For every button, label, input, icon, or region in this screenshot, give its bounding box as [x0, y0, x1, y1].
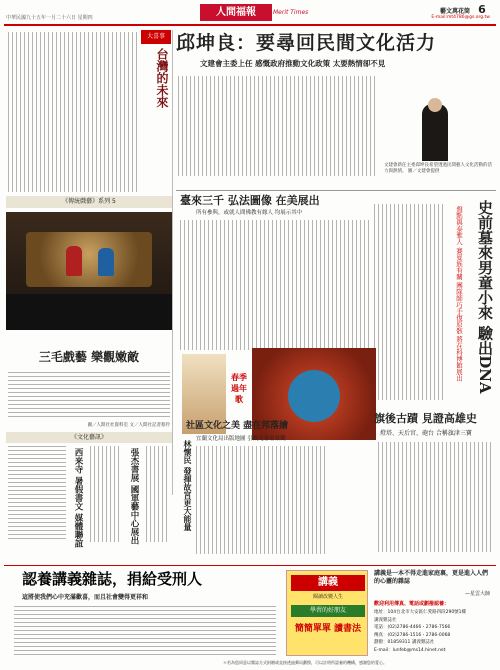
ad-contact-line: 地址：104台北市大安區仁愛路四段290號1樓 [374, 610, 467, 615]
right-vertical-body [374, 204, 444, 400]
culture-body-1 [8, 446, 66, 542]
ad-contact-line: E-mail：lunfeb@ms14.hinet.net [374, 647, 446, 653]
lead-photo-face [428, 98, 442, 112]
right-vertical-headline: 史前墓來男童小來 驗出DNA [476, 200, 494, 394]
section-email: E-mail:mt4786@gs.org.tw [431, 15, 490, 20]
community-subhead: 宜蘭文化局出版地圖 引觀光客看景觀 [196, 436, 286, 442]
lead-photo-caption: 文建會新任主委邱坤良希望透過民間藝人文化活動的活力與熱情。 圖／文建會提供 [384, 163, 492, 174]
ad-quote: 講義是一本不得走進家庭裏，更是進入人們的心靈的雜誌 [374, 570, 489, 585]
ad-book-cover [286, 570, 368, 656]
ad-contact-line: 傳真：(02)2786-1516・2786-0068 [374, 632, 451, 638]
vertical-small-a: 張杰書展 國軍藝中心展出 [129, 448, 139, 545]
masthead-rule [4, 24, 496, 26]
ad-contact-line: 劃撥：01859311 講義雜誌社 [374, 640, 435, 645]
lin-body [196, 446, 326, 554]
lead-photo [382, 96, 494, 161]
puppet-series-label: 《傳統戲藝》系列 5 [6, 196, 172, 208]
date-line: 中華民國九十五年一月二十六日 星期四 [6, 15, 93, 21]
puppet-figure-2 [98, 248, 114, 276]
ad-book-title: 講義 [291, 575, 365, 591]
ad-contact-lines [374, 609, 490, 657]
column-title: 台灣的未來 [155, 48, 169, 108]
ad-top-rule [4, 565, 496, 566]
temple-headline: 旗後古蹟 見證高雄史 [374, 412, 477, 425]
left-column-body [8, 32, 138, 192]
puppet-audience [6, 294, 172, 330]
lead-headline: 邱坤良：要尋回民間文化活力 [176, 32, 437, 54]
story2-subhead: 所有參與，或就人間佛教有緣人 均展示其中 [196, 210, 303, 216]
lead-body [178, 76, 378, 176]
puppet-photo [6, 212, 172, 330]
lead-rule [176, 190, 496, 191]
lead-photo-figure [422, 104, 448, 161]
right-vertical-subhead: 盤點與泰雅人 賽夏族有關 團隊師巧手復原骸 將在科博館展出 [455, 206, 463, 382]
story2-headline: 臺來三千 弘法圖像 在美展出 [180, 194, 320, 207]
lead-subhead: 文建會主委上任 感慨政府推動文化政策 太要熱情卻不見 [200, 59, 386, 68]
ad-contact-line: 講義雜誌社 [374, 617, 397, 623]
temple-subhead: 燈塔、天后宮、砲台 合稱旗津三寶 [380, 430, 472, 437]
ad-book-sub: 閱讀改變人生 [312, 594, 343, 600]
column-divider [172, 30, 173, 495]
section-name: 藝文萬花筒 [439, 8, 470, 15]
puppet-figure-1 [66, 246, 82, 276]
column-tag: 大喜事 [141, 30, 171, 44]
puppet-body [8, 372, 170, 420]
community-headline: 社區文化之美 盡在邦落繪 [186, 421, 289, 431]
puppet-stage [26, 232, 152, 287]
ad-headline: 認養講義雜誌，捐給受刑人 [22, 570, 203, 588]
vertical-small-b: 西来寺 暑假書文 媒體聯誼 [73, 448, 83, 548]
spring-dragon [288, 370, 340, 422]
culture-body-2 [90, 446, 120, 542]
culture-tag: 《文化藝訊》 [6, 432, 172, 443]
puppet-caption: 圖／人間社社資料室 文／人間社記者蔡伶 [87, 423, 170, 428]
masthead-logo-sub: Merit Times [273, 9, 309, 16]
ad-quote-by: —星雲大師 [464, 591, 490, 597]
ad-book-tag: 學習的好朋友 [291, 605, 365, 617]
ad-body [14, 606, 276, 656]
spring-label: 春季 過年 歌 [231, 373, 247, 404]
ad-footer-note: ＊若為您同意以雜誌方式捐贈或直接透過郵局劃撥，可以註明所認養的機構，感謝您的愛心。 [223, 660, 387, 665]
ad-book-big: 簡簡單單 讀書法 [294, 624, 362, 634]
ad-contact-line: 電話：(02)2786-4466・2786-7566 [374, 625, 451, 630]
temple-body [378, 442, 494, 552]
page-number: 6 [478, 3, 486, 16]
ad-subhead: 這將使我們心中充滿歡喜，而且社會變得更祥和 [22, 594, 149, 601]
masthead-logo: 人間福報 [200, 4, 272, 21]
culture-body-3 [146, 446, 170, 542]
story2-body [180, 220, 370, 350]
puppet-headline: 三毛戲藝 樂觀嫩敵 [38, 350, 140, 364]
ad-contact-title: 歡迎利用傳真、電話或劃撥認養： [374, 601, 450, 607]
lin-title: 林懷民 發揮故宮更大能量 [183, 440, 193, 531]
